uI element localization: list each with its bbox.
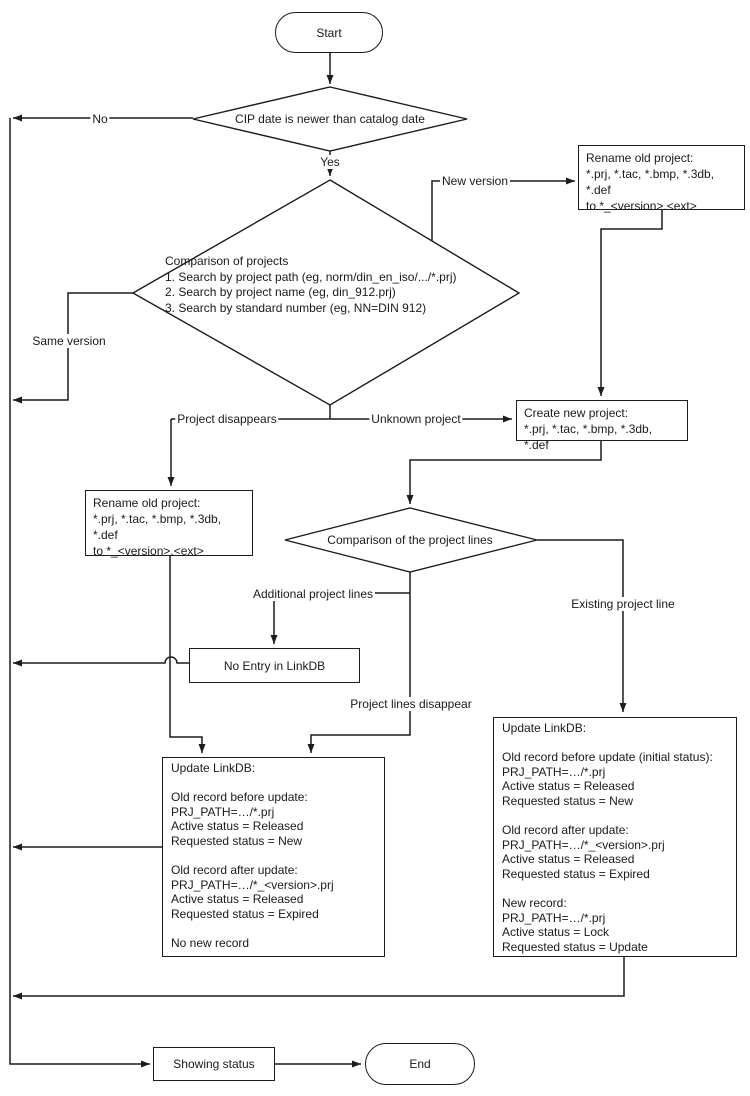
box-create-new-project: Create new project: *.prj, *.tac, *.bmp, *.3db, *.def xyxy=(516,400,688,441)
edge-no-entry-to-trunk xyxy=(13,657,189,663)
edge-label-same-version: Same version xyxy=(32,334,106,348)
comparison-projects-items: 1. Search by project path (eg, norm/din_en_iso/.../*.prj) 2. Search by project name (eg, din_912.prj) 3. Search by standard number (eg, NN=DIN 912) xyxy=(165,269,457,315)
edge-label-new-version: New version xyxy=(441,174,509,188)
showing-status-label: Showing status xyxy=(173,1057,255,1071)
edge-label-existing-project-line: Existing project line xyxy=(571,597,675,611)
box-no-entry-linkdb xyxy=(189,648,360,683)
decision-comparison-project-lines-label: Comparison of the project lines xyxy=(327,533,493,547)
box-update-linkdb-right: Update LinkDB: Old record before update (initial status): PRJ_PATH=…/*.prj Active status = Released Requested status = New Old record after update: PRJ_PATH=…/*_<version>.prj Active status = Released Requested status = Expired New record: PRJ_PATH=…/*.prj Active status = Lock Requested status = Update xyxy=(493,717,737,957)
node-start xyxy=(275,12,383,53)
edge-label-unknown-project: Unknown project xyxy=(371,412,461,426)
decision-comparison-projects-label xyxy=(165,254,495,316)
edge-update-right-to-trunk xyxy=(13,957,624,996)
edge-new-version xyxy=(432,181,575,241)
box-rename-old-project-top: Rename old project: *.prj, *.tac, *.bmp, *.3db, *.def to *_<version>.<ext> xyxy=(578,145,745,210)
edge-label-no: No xyxy=(92,112,108,126)
edge-left-trunk-to-showing-status xyxy=(10,118,150,1064)
no-entry-linkdb-label: No Entry in LinkDB xyxy=(223,658,326,673)
node-end xyxy=(365,1043,475,1085)
box-showing-status xyxy=(153,1047,275,1081)
start-label: Start xyxy=(316,25,342,40)
edge-label-yes: Yes xyxy=(320,155,340,169)
decision-cip-date-label: CIP date is newer than catalog date xyxy=(235,112,425,126)
end-label: End xyxy=(409,1057,431,1071)
edge-existing-line-to-update-right xyxy=(537,540,623,712)
box-update-linkdb-left: Update LinkDB: Old record before update: PRJ_PATH=…/*.prj Active status = Released Requested status = New Old record after update: PRJ_PATH=…/*_<version>.prj Active status = Released Requested status = Expired No new record xyxy=(162,757,385,957)
comparison-projects-title: Comparison of projects xyxy=(165,254,289,268)
edge-label-project-lines-disappear: Project lines disappear xyxy=(350,697,472,711)
edge-label-project-disappears: Project disappears xyxy=(177,412,277,426)
box-rename-old-project-left: Rename old project: *.prj, *.tac, *.bmp, *.3db, *.def to *_<version>.<ext> xyxy=(85,490,253,556)
edge-label-additional-project-lines: Additional project lines xyxy=(252,587,374,601)
edge-rename-top-to-create xyxy=(601,210,662,396)
